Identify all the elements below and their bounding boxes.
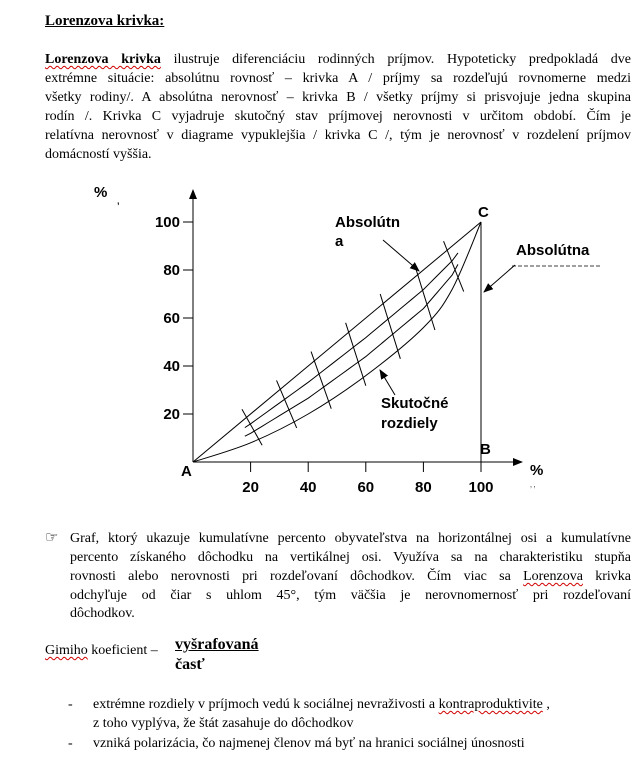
x-tick-label-100: 100 (468, 479, 494, 496)
equality-arrow (383, 240, 419, 271)
hatch-cross-3 (311, 352, 331, 409)
gini-hatched-line-1: vyšrafovaná (175, 636, 259, 653)
x-tick-label-20: 20 (242, 479, 259, 496)
intro-line-5: relatívna nerovnosť v diagrame vypuklejšia / krivka C /, tým je nerovnosť v rozdelení príjmov (45, 128, 631, 143)
gini-label: Gimiho koeficient – (45, 643, 158, 658)
bullet-line-1: Graf, ktorý ukazuje kumulatívne percento obyvateľstva na horizontálnej osi a kumulatívne (70, 531, 631, 546)
gini-hatched-line-2: časť (175, 656, 205, 673)
bullet-line-2: percento získaného dôchodku na vertikálnej osi. Využíva sa na charakteristiku stupňa (70, 550, 631, 565)
y-unit-mark: ’ (117, 201, 120, 211)
y-unit-label: % (94, 184, 108, 201)
intro-line-6: domácností vyššia. (45, 147, 152, 162)
point-dash-1: - (68, 697, 73, 712)
inequality-arrow (484, 265, 515, 292)
hatch-cross-4 (346, 323, 366, 386)
x-tick-label-80: 80 (415, 479, 432, 496)
actual-arrow (380, 370, 395, 395)
x-unit-mark: ’ ’ (530, 486, 536, 493)
bullet-line-3: rovnosti alebo nerovnosti pri rozdeľovaní dôchodkov. Čím viac sa Lorenzova krivka (70, 569, 631, 584)
page-heading: Lorenzova krivka: (45, 13, 165, 29)
lorenz-chart (0, 170, 631, 510)
actual-label-line2: rozdiely (381, 415, 438, 432)
hatch-cross-5 (380, 294, 400, 359)
hatch-cross-2 (277, 380, 297, 428)
equality-label-line1: Absolútn (335, 214, 400, 231)
hatch-cross-6 (415, 265, 435, 330)
bullet-term: Lorenzova (523, 569, 583, 584)
actual-label-line1: Skutočné (381, 395, 449, 412)
inequality-label: Absolútna (516, 242, 590, 259)
intro-line-3: všetky rodiny/. A absolútna nerovnosť – krivka B / všetky príjmy si prisvojuje jedna skupina (45, 90, 631, 105)
y-tick-label-100: 100 (154, 214, 180, 231)
equality-label-line2: a (335, 233, 344, 250)
x-tick-label-60: 60 (357, 479, 375, 496)
point-1-line-2: z toho vyplýva, že štát zasahuje do dôchodkov (93, 716, 354, 731)
point-dash-2: - (68, 736, 73, 751)
intro-line-2: extrémne situácie: absolútnu rovnosť – krivka A / príjmy sa rozdeľujú rovnomerne medzi (45, 71, 631, 86)
point-1-line-1: extrémne rozdiely v príjmoch vedú k sociálnej nevraživosti a kontraproduktivite , (93, 697, 550, 712)
point-c-label: C (478, 204, 489, 221)
pointing-hand-icon: ☞ (45, 530, 59, 546)
point-b-label: B (480, 441, 491, 458)
intro-term: Lorenzova krivka (45, 52, 161, 67)
y-tick-label-40: 40 (163, 358, 180, 375)
point-a-label: A (181, 463, 192, 480)
bullet-line-5: dôchodkov. (70, 606, 135, 621)
intro-line-4: rodín /. Krivka C vyjadruje skutočný stav príjmovej nerovnosti v určitom období. Čím je (45, 109, 631, 124)
x-unit-label: % (530, 462, 544, 479)
y-tick-label-20: 20 (163, 406, 180, 423)
absolute-equality-line (193, 222, 481, 462)
y-tick-label-60: 60 (163, 310, 180, 327)
intro-line-1: Lorenzova krivka ilustruje diferenciáciu rodinných príjmov. Hypoteticky predpokladá dve (45, 52, 631, 67)
x-tick-label-40: 40 (299, 479, 317, 496)
point-2-line-1: vzniká polarizácia, čo najmenej členov má byť na hranici sociálnej únosnosti (93, 736, 525, 751)
y-tick-label-80: 80 (163, 262, 180, 279)
bullet-line-4: odchyľuje od čiar s uhlom 45°, tým väčšia je nerovnomernosť pri rozdeľovaní (70, 588, 631, 603)
